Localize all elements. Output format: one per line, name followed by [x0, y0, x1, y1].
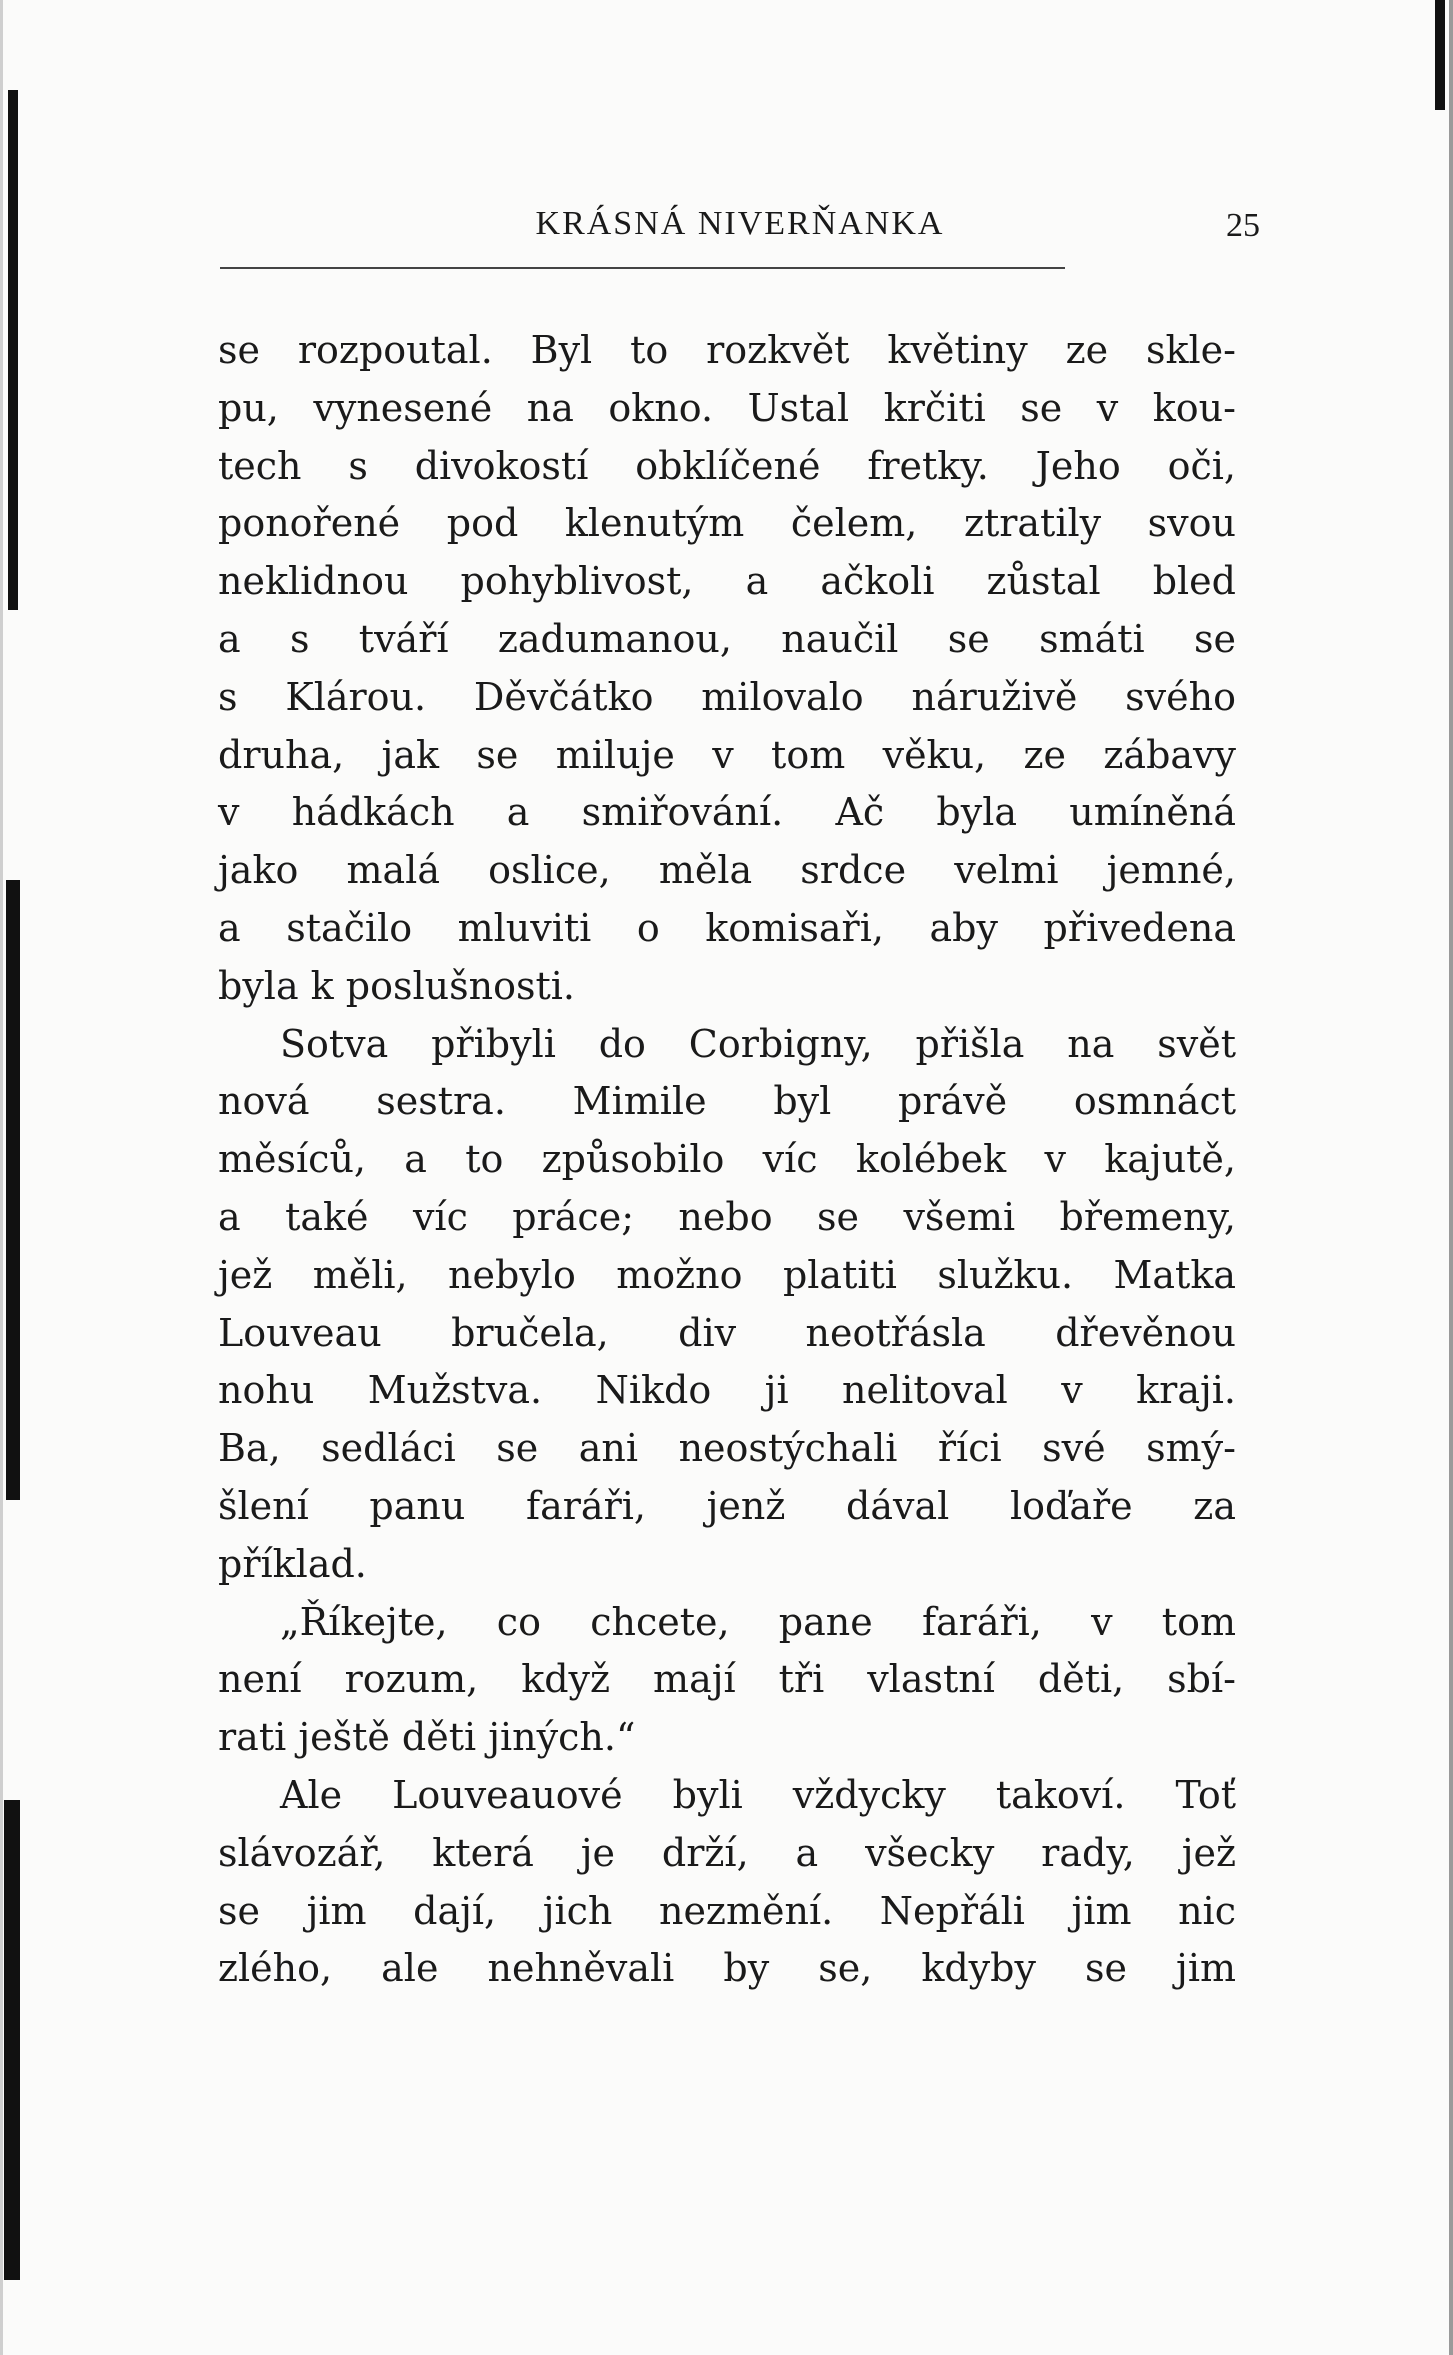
text-line: se jim dají, jich nezmění. Nepřáli jim nic — [218, 1888, 1236, 1933]
binding-edge-mark — [8, 90, 18, 610]
text-line: zlého, ale nehněvali by se, kdyby se jim — [218, 1946, 1236, 1991]
text-line: slávozář, která je drží, a všecky rady, jež — [218, 1830, 1236, 1875]
running-title: KRÁSNÁ NIVERŇANKA — [535, 205, 945, 242]
text-line: jež měli, nebylo možno platiti služku. Matka — [218, 1252, 1236, 1297]
text-line: není rozum, když mají tři vlastní děti, sbí- — [218, 1657, 1236, 1702]
page-corner-mark — [1435, 0, 1445, 110]
text-line: nová sestra. Mimile byl právě osmnáct — [218, 1079, 1236, 1124]
binding-edge-mark — [4, 1800, 20, 2280]
text-line: a s tváří zadumanou, naučil se smáti se — [218, 616, 1236, 661]
text-line: neklidnou pohyblivost, a ačkoli zůstal bled — [218, 559, 1236, 604]
text-line: pu, vynesené na okno. Ustal krčiti se v kou- — [218, 385, 1236, 430]
header-rule — [220, 267, 1065, 269]
page-left-shadow — [0, 0, 3, 2355]
text-line: tech s divokostí obklíčené fretky. Jeho oči, — [218, 443, 1236, 488]
text-line: jako malá oslice, měla srdce velmi jemné, — [218, 848, 1236, 893]
page-number: 25 — [1226, 207, 1260, 244]
page-right-shadow — [1449, 0, 1453, 2355]
text-line: rati ještě děti jiných.“ — [218, 1715, 636, 1760]
text-line: se rozpoutal. Byl to rozkvět květiny ze skle- — [218, 328, 1236, 372]
text-line: „Říkejte, co chcete, pane faráři, v tom — [280, 1599, 1236, 1644]
text-line: v hádkách a smiřování. Ač byla umíněná — [218, 790, 1236, 835]
text-line: druha, jak se miluje v tom věku, ze zábavy — [218, 732, 1236, 777]
body-text — [218, 322, 1236, 1998]
text-line: Louveau bručela, div neotřásla dřevěnou — [218, 1310, 1236, 1355]
text-line: byla k poslušnosti. — [218, 963, 575, 1008]
text-line: s Klárou. Děvčátko milovalo náruživě svého — [218, 674, 1236, 719]
text-line: Sotva přibyli do Corbigny, přišla na svět — [280, 1021, 1236, 1066]
text-line: Ale Louveauové byli vždycky takoví. Toť — [280, 1772, 1236, 1817]
text-line: měsíců, a to způsobilo víc kolébek v kajutě, — [218, 1137, 1236, 1182]
text-line: a také víc práce; nebo se všemi břemeny, — [218, 1194, 1236, 1239]
text-line: Ba, sedláci se ani neostýchali říci své smý- — [218, 1426, 1236, 1471]
text-line: šlení panu faráři, jenž dával loďaře za — [218, 1483, 1236, 1528]
text-line: příklad. — [218, 1541, 367, 1586]
binding-edge-mark — [6, 880, 20, 1500]
text-line: nohu Mužstva. Nikdo ji nelitoval v kraji. — [218, 1368, 1236, 1413]
text-line: ponořené pod klenutým čelem, ztratily svou — [218, 501, 1236, 546]
page-header — [220, 205, 1260, 253]
text-line: a stačilo mluviti o komisaři, aby přivedena — [218, 905, 1236, 950]
